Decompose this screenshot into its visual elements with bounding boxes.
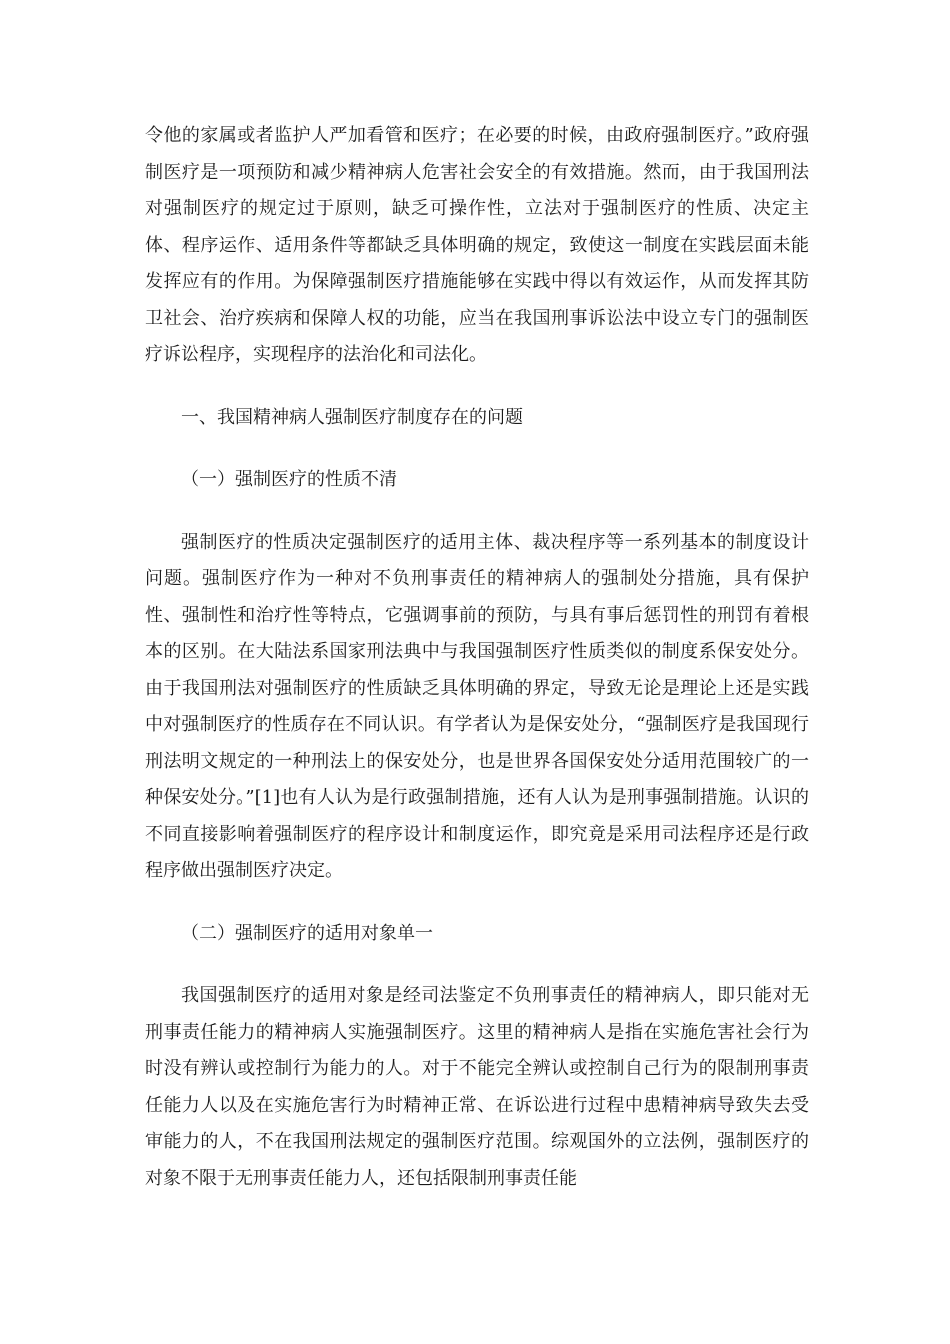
paragraph-nature-unclear: 强制医疗的性质决定强制医疗的适用主体、裁决程序等一系列基本的制度设计问题。强制医疗作为一种对不负刑事责任的精神病人的强制处分措施，具有保护性、强制性和治疗性等特点，它强调事前的预防，与具有事后惩罚性的刑罚有着根本的区别。在大陆法系国家刑法典中与我国强制医疗性质类似的制度系保安处分。由于我国刑法对强制医疗的性质缺乏具体明确的界定，导致无论是理论上还是实践中对强制医疗的性质存在不同认识。有学者认为是保安处分，“强制医疗是我国现行刑法明文规定的一种刑法上的保安处分，也是世界各国保安处分适用范围较广的一种保安处分。”[1]也有人认为是行政强制措施，还有人认为是刑事强制措施。认识的不同直接影响着强制医疗的程序设计和制度运作，即究竟是采用司法程序还是行政程序做出强制医疗决定。: [145, 531, 809, 881]
paragraph-applicable-subjects: 我国强制医疗的适用对象是经司法鉴定不负刑事责任的精神病人，即只能对无刑事责任能力的精神病人实施强制医疗。这里的精神病人是指在实施危害社会行为时没有辨认或控制行为能力的人。对于不能完全辨认或控制自己行为的限制刑事责任能力人以及在实施危害行为时精神正常、在诉讼进行过程中患精神病导致失去受审能力的人，不在我国刑法规定的强制医疗范围。综观国外的立法例，强制医疗的对象不限于无刑事责任能力人，还包括限制刑事责任能: [145, 985, 809, 1189]
subsection-heading-1: （一）强制医疗的性质不清: [181, 469, 397, 490]
document-body: [145, 118, 809, 1197]
section-heading-1: 一、我国精神病人强制医疗制度存在的问题: [181, 406, 523, 428]
subsection-heading-2: （二）强制医疗的适用对象单一: [181, 922, 433, 944]
paragraph-intro-continuation: 令他的家属或者监护人严加看管和医疗；在必要的时候，由政府强制医疗。”政府强制医疗是一项预防和减少精神病人危害社会安全的有效措施。然而，由于我国刑法对强制医疗的规定过于原则，缺乏可操作性，立法对于强制医疗的性质、决定主体、程序运作、适用条件等都缺乏具体明确的规定，致使这一制度在实践层面未能发挥应有的作用。为保障强制医疗措施能够在实践中得以有效运作，从而发挥其防卫社会、治疗疾病和保障人权的功能，应当在我国刑事诉讼法中设立专门的强制医疗诉讼程序，实现程序的法治化和司法化。: [145, 125, 809, 365]
